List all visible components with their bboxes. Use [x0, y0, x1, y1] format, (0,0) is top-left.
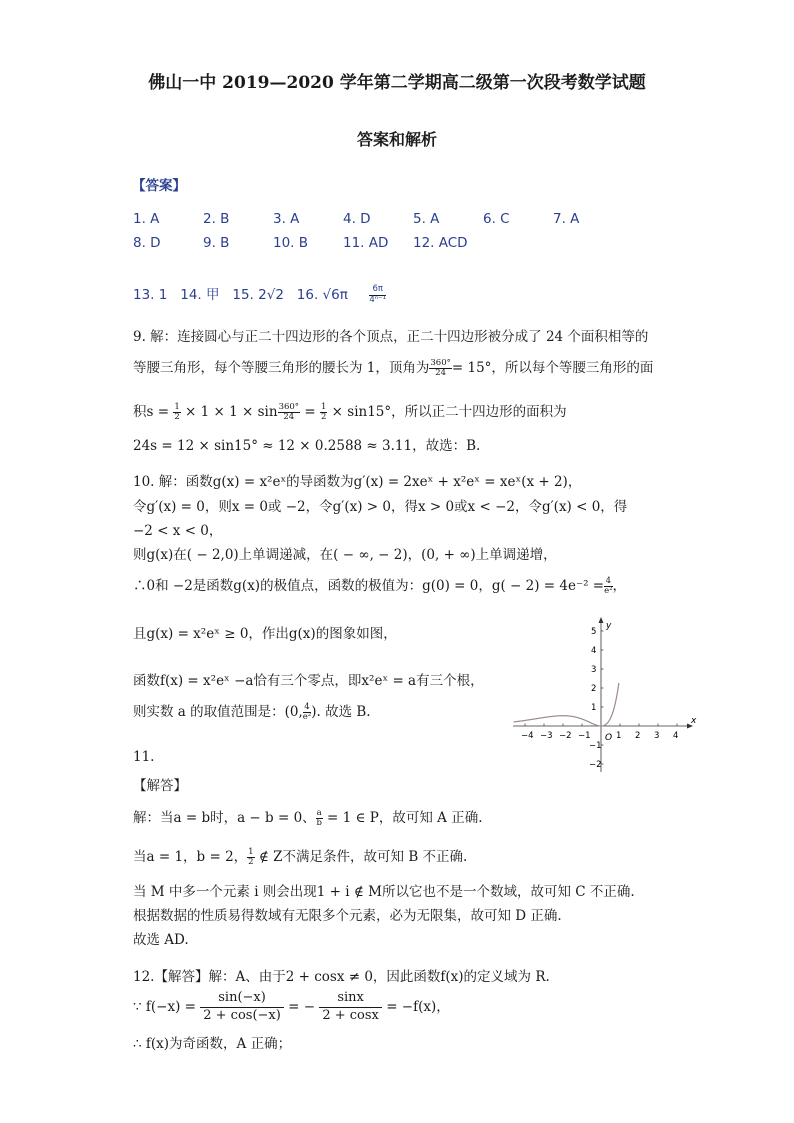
q10-line-1: 10. 解：函数g(x) = x²eˣ的导函数为g′(x) = 2xeˣ + x²eˣ = xeˣ(x + 2)，	[133, 474, 582, 490]
y-tick-label: −2	[589, 760, 602, 770]
y-tick-label: 4	[591, 646, 597, 656]
text-run: = 1 ∈ P，故可知 A 正确.	[327, 810, 483, 826]
y-tick-label: 5	[591, 627, 597, 637]
fraction-denominator: 2	[248, 857, 254, 867]
y-tick-label: 2	[591, 684, 597, 694]
fraction-numerator: a	[316, 807, 322, 818]
text-run: × sin15°，所以正二十四边形的面积为	[331, 404, 567, 420]
fill-in-answers	[133, 283, 386, 305]
text-run: 当a = 1，b = 2，	[133, 849, 248, 865]
fraction	[604, 577, 612, 597]
fraction-denominator: 2	[174, 412, 180, 422]
fraction	[303, 703, 311, 723]
fraction-denominator: 4ⁿ⁻¹	[369, 294, 387, 305]
q12-line-1: 12.【解答】解：A、由于2 + cosx ≠ 0，因此函数f(x)的定义域为 R.	[133, 969, 550, 985]
fraction	[316, 809, 323, 829]
answer-item: 7. A	[553, 211, 580, 227]
fraction	[319, 990, 382, 1025]
function-curve	[514, 683, 619, 726]
answer-16: 16. √6π	[296, 287, 348, 303]
q11-header: 【解答】	[133, 778, 187, 794]
x-axis-label: x	[691, 716, 697, 726]
fraction-denominator: 24	[435, 368, 447, 378]
q12-line-2	[133, 990, 450, 1025]
fraction-denominator: 24	[283, 412, 295, 422]
fraction-numerator: 4	[605, 575, 612, 586]
text-run: = −	[288, 998, 316, 1015]
q11-line-1	[133, 806, 483, 828]
y-tick-label: 1	[591, 703, 597, 713]
fraction	[429, 359, 451, 379]
fraction-denominator: 2 + cos(−x)	[203, 1007, 281, 1023]
answer-item: 3. A	[273, 211, 300, 227]
fraction-numerator: sin(−x)	[200, 990, 284, 1008]
q11-line-4: 根据数据的性质易得数域有无限多个元素，必为无限集，故可知 D 正确.	[133, 908, 562, 924]
x-tick-label: 4	[673, 731, 679, 741]
x-tick-label: −4	[521, 731, 534, 741]
q10-line-3: −2 < x < 0，	[133, 523, 223, 539]
q10-line-8	[133, 700, 371, 722]
x-tick-label: −2	[559, 731, 572, 741]
text-run: 解：当a = b时，a − b = 0、	[133, 810, 316, 826]
fraction-numerator: 1	[320, 401, 327, 412]
answer-item: 9. B	[203, 235, 230, 251]
fraction-denominator: e²	[604, 586, 613, 596]
y-axis-label: y	[606, 621, 612, 631]
x-tick-label: −3	[540, 731, 553, 741]
text-run: = −f(x)，	[386, 998, 450, 1015]
x-tick-label: 2	[635, 731, 641, 741]
fraction-numerator: 4	[304, 701, 310, 712]
answer-item: 8. D	[133, 235, 161, 251]
q10-line-2: 令g′(x) = 0，则x = 0或 −2，令g′(x) > 0，得x > 0或x < −2，令g′(x) < 0，得	[133, 499, 628, 515]
text-run: ∴0和 −2是函数g(x)的极值点，函数的极值为：g(0) = 0，g( − 2) = 4e⁻² =	[133, 578, 605, 594]
fraction	[200, 990, 284, 1025]
answer-item: 5. A	[413, 211, 440, 227]
origin-label: O	[605, 733, 613, 743]
fraction	[247, 848, 254, 868]
fraction-denominator: 2 + cosx	[322, 1007, 379, 1023]
text-run: × 1 × 1 × sin	[185, 404, 278, 420]
q10-line-6: 且g(x) = x²eˣ ≥ 0，作出g(x)的图象如图，	[133, 626, 397, 642]
fraction	[320, 403, 327, 423]
answer-16-fraction	[369, 285, 386, 305]
q10-line-5	[133, 574, 626, 596]
answer-item: 12. ACD	[413, 235, 468, 251]
page-subtitle: 答案和解析	[356, 130, 437, 149]
answer-item: 4. D	[343, 211, 371, 227]
answer-item: 1. A	[133, 211, 160, 227]
text-run: 积s =	[133, 404, 170, 420]
q12-line-3: ∴ f(x)为奇函数，A 正确；	[133, 1036, 292, 1052]
text-run: 则实数 a 的取值范围是：(0,	[133, 704, 303, 720]
x-tick-label: −1	[578, 731, 591, 741]
answer-item: 10. B	[273, 235, 309, 251]
function-graph	[505, 612, 705, 777]
answer-item: 2. B	[203, 211, 230, 227]
q9-line-3	[133, 400, 567, 422]
answer-item: 11. AD	[343, 235, 389, 251]
fraction	[173, 403, 180, 423]
q9-line-4: 24s = 12 × sin15° ≈ 12 × 0.2588 ≈ 3.11，故选：B.	[133, 438, 481, 454]
page-title: 佛山一中 2019—2020 学年第二学期高二级第一次段考数学试题	[148, 73, 646, 93]
text-run: ). 故选 B.	[311, 704, 371, 720]
q10-line-7: 函数f(x) = x²eˣ −a恰有三个零点，即x²eˣ = a有三个根，	[133, 673, 484, 689]
x-tick-label: 1	[616, 731, 622, 741]
y-tick-label: −1	[589, 741, 602, 751]
y-tick-label: 3	[591, 665, 597, 675]
text-run: =	[304, 404, 316, 420]
y-axis-arrow	[599, 617, 604, 623]
text-run: ∵ f(−x) =	[133, 998, 196, 1015]
fraction-denominator: 2	[320, 412, 327, 422]
q10-line-4: 则g(x)在( − 2,0)上单调递减，在( − ∞, − 2)，(0, + ∞)上单调递增，	[133, 547, 557, 563]
fraction	[278, 403, 300, 423]
q9-line-2	[133, 356, 653, 378]
fraction-numerator: 1	[174, 401, 180, 412]
answer-15: 15. 2√2	[232, 287, 284, 303]
q11-line-5: 故选 AD.	[133, 932, 189, 948]
fraction-numerator: 6π	[369, 285, 386, 295]
fraction-numerator: 360°	[430, 357, 451, 368]
text-run: ∉ Z不满足条件，故可知 B 不正确.	[258, 849, 468, 865]
x-tick-label: 3	[654, 731, 660, 741]
text-run: 等腰三角形，每个等腰三角形的腰长为 1，顶角为	[133, 360, 430, 376]
answer-header: 【答案】	[132, 178, 186, 194]
text-run: = 15°，所以每个等腰三角形的面	[451, 360, 654, 376]
fraction-numerator: 360°	[278, 401, 300, 412]
q11-number: 11.	[133, 749, 155, 765]
q11-line-2	[133, 845, 467, 867]
answer-14: 14. 甲	[180, 287, 220, 303]
fraction-denominator: b	[316, 818, 322, 828]
fraction-numerator: sinx	[319, 990, 382, 1008]
q11-line-3: 当 M 中多一个元素 i 则会出现1 + i ∉ M所以它也不是一个数域，故可知 C 不正确.	[133, 884, 635, 900]
answer-item: 6. C	[483, 211, 510, 227]
answer-13: 13. 1	[133, 287, 168, 303]
q9-line-1: 9. 解：连接圆心与正二十四边形的各个顶点，正二十四边形被分成了 24 个面积相等的	[133, 329, 649, 345]
text-run: ，	[612, 578, 627, 594]
fraction-denominator: e²	[302, 712, 312, 722]
fraction-numerator: 1	[248, 846, 254, 857]
